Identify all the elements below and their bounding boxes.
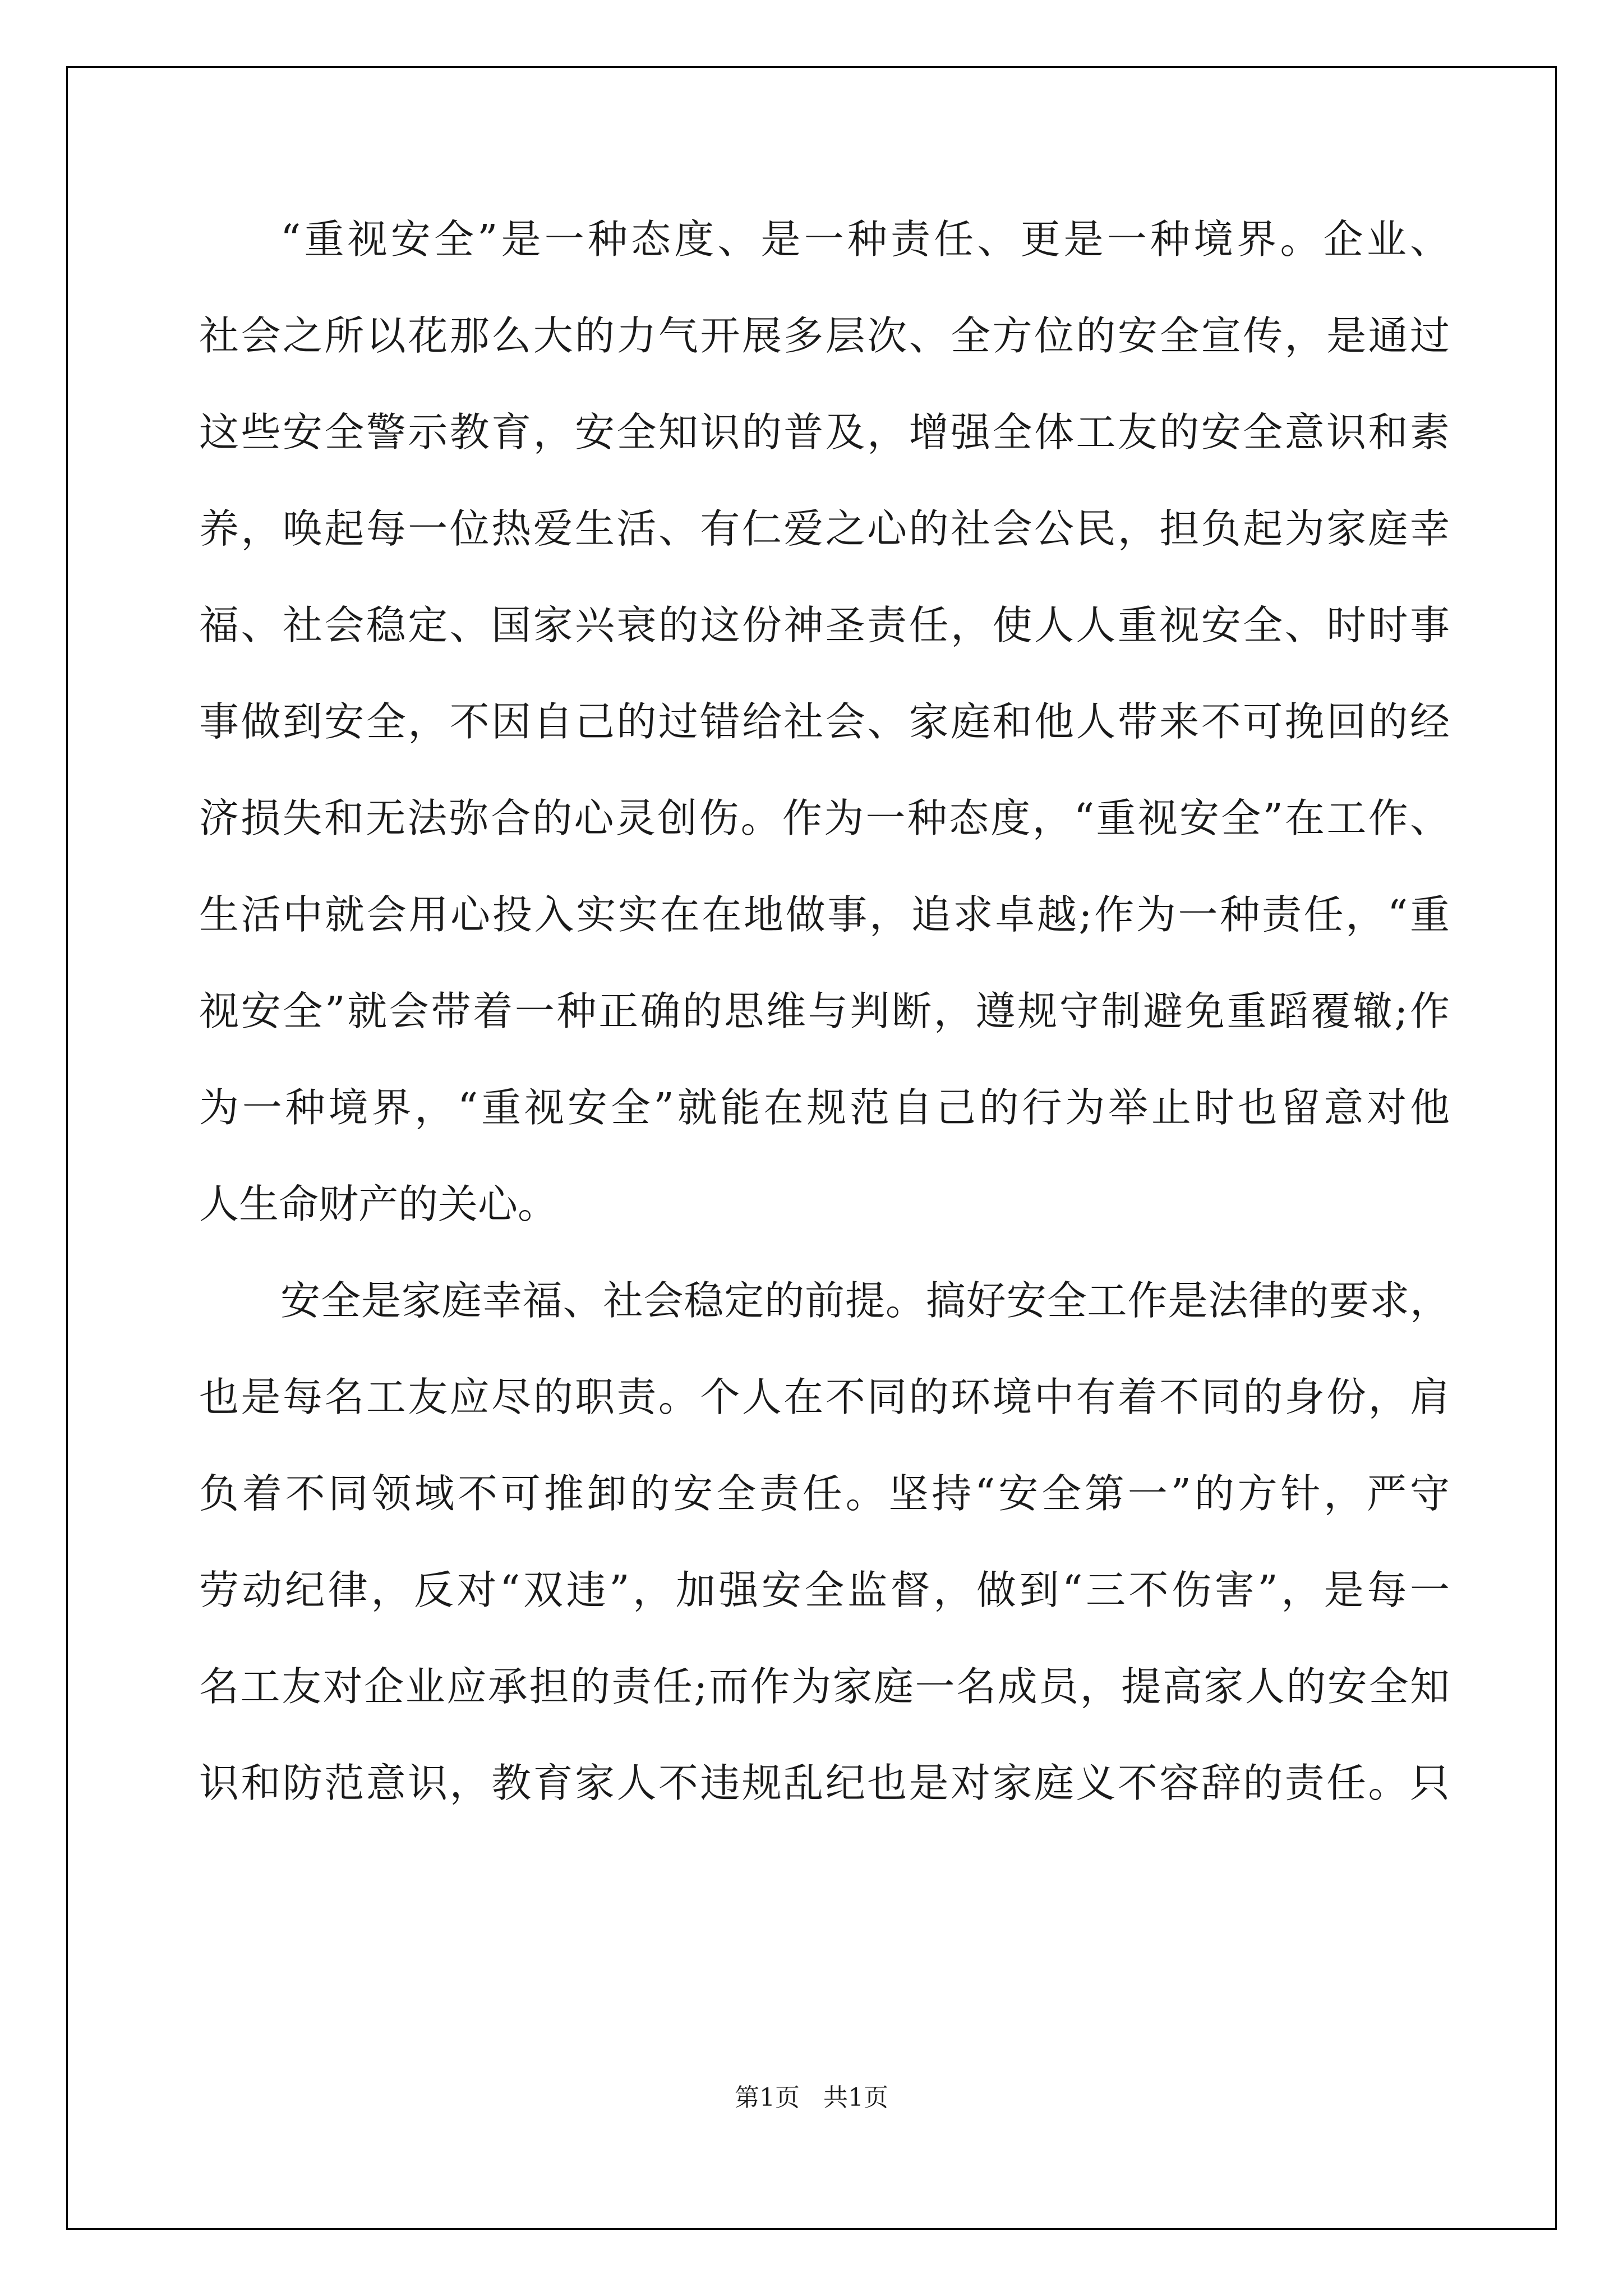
text-line: 视安全”就会带着一种正确的思维与判断，遵规守制避免重蹈覆辙;作 — [199, 988, 1450, 1034]
text-line: 人生命财产的关心。 — [199, 1181, 558, 1227]
page-border — [66, 66, 1557, 2230]
page-footer: 第1页 共1页 — [735, 2083, 888, 2112]
text-line: 事做到安全，不因自己的过错给社会、家庭和他人带来不可挽回的经 — [199, 698, 1450, 745]
text-line: “重视安全”是一种态度、是一种责任、更是一种境界。企业、 — [280, 216, 1450, 263]
text-line: 劳动纪律，反对“双违”，加强安全监督，做到“三不伤害”，是每一 — [199, 1567, 1450, 1613]
text-line: 名工友对企业应承担的责任;而作为家庭一名成员，提高家人的安全知 — [199, 1663, 1450, 1710]
text-line: 济损失和无法弥合的心灵创伤。作为一种态度，“重视安全”在工作、 — [199, 795, 1450, 841]
text-line: 负着不同领域不可推卸的安全责任。坚持“安全第一”的方针，严守 — [199, 1470, 1450, 1517]
text-line: 安全是家庭幸福、社会稳定的前提。搞好安全工作是法律的要求， — [280, 1277, 1450, 1324]
text-line: 生活中就会用心投入实实在在地做事，追求卓越;作为一种责任，“重 — [199, 891, 1450, 938]
text-line: 养，唤起每一位热爱生活、有仁爱之心的社会公民，担负起为家庭幸 — [199, 505, 1450, 552]
text-line: 识和防范意识，教育家人不违规乱纪也是对家庭义不容辞的责任。只 — [199, 1760, 1450, 1806]
text-line: 福、社会稳定、国家兴衰的这份神圣责任，使人人重视安全、时时事 — [199, 602, 1450, 648]
text-line: 这些安全警示教育，安全知识的普及，增强全体工友的安全意识和素 — [199, 409, 1450, 455]
text-line: 也是每名工友应尽的职责。个人在不同的环境中有着不同的身份，肩 — [199, 1374, 1450, 1420]
text-line: 为一种境界，“重视安全”就能在规范自己的行为举止时也留意对他 — [199, 1084, 1450, 1131]
text-line: 社会之所以花那么大的力气开展多层次、全方位的安全宣传，是通过 — [199, 312, 1450, 359]
